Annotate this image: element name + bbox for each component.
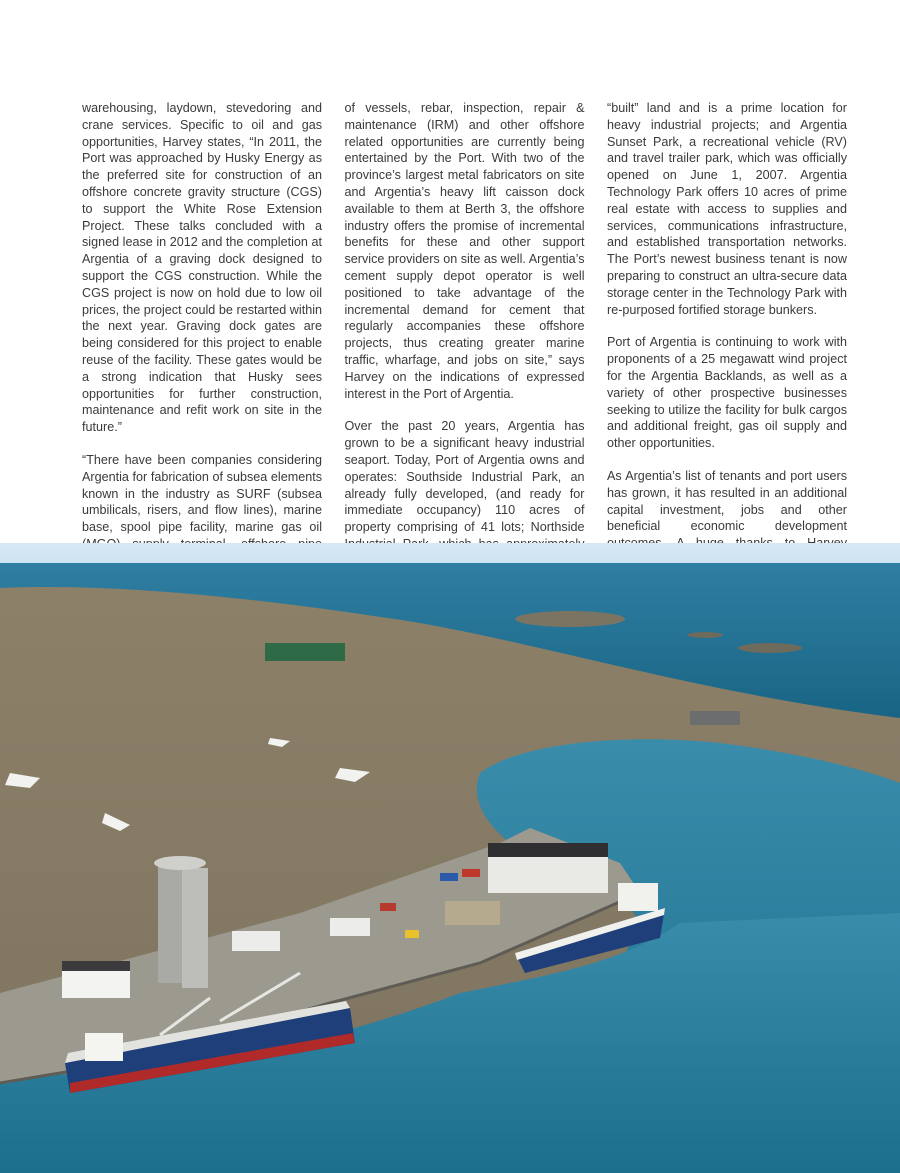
island [515,611,625,627]
white-trailer [330,918,370,936]
paragraph: “built” land and is a prime location for heavy industrial projects; and Argentia Sunset Park, a recreational vehicle (RV) and travel trailer park, which was officially opened on June 1, 2007. Argentia Technology Park offers 10 acres of prime real estate with access to supplies and services, communications infrastructure, and established transportation networks. The Port’s newest business tenant is now preparing to construct an ultra-secure data storage center in the Technology Park with re-purposed fortified storage bunkers. [607,101,847,317]
paragraph: “There have been companies considering Argentia for fabrication of subsea elements known in the industry as SURF (subsea umbilicals, risers, and flow lines), marine base, spool pipe facility, marine gas oil [82,452,322,535]
paragraph: of vessels, rebar, inspection, repair & maintenance (IRM) and other offshore related opportunities are currently being entertained by the Port. With two of the province’s largest metal fabricators on site and Argentia’s heavy lift caisson dock available to them at Berth 3, the offshore industry offers the promise of incremental benefits for these and other support service providers on site as well. Argentia’s cement supply depot operator is well positioned to take advantage of the incremental demand for cement that regularly accompanies these offshore projects, thus creating greater marine traffic, wharfage, and jobs on site,” says Harvey on the indications of expressed interest in the Port of Argentia. [344,101,585,401]
warehouse-roof [488,843,608,857]
white-building [62,968,130,998]
container [380,903,396,911]
paragraph: Port of Argentia is continuing to work with proponents of a 25 megawatt wind project for the Argentia Backlands, as well as a variety of other prospective businesses seeking to utilize the facility for bulk cargos and additional freight, gas oil supply and other opportunities. [607,335,847,451]
island [687,632,723,638]
article-column-2 [345,100,585,602]
ship-bridge [618,883,658,911]
shed [445,901,500,925]
building-distant [690,711,740,725]
warehouse-distant [265,643,345,661]
container [462,869,480,877]
article-column-3 [607,100,847,602]
white-trailer [232,931,280,951]
paragraph: warehousing, laydown, stevedoring and crane services. Specific to oil and gas opportunities, Harvey states, “In 2011, the Port was approached by Husky Energy as the preferred site for construction of an offshore concrete gravity structure (CGS) to support the White Rose Extension Project. These talks concluded with a signed lease in 2012 and the completion at Argentia of a graving dock designed to support the CGS construction. While the CGS project is now on hold due to low oil prices, the project could be restarted within the next year. Graving dock gates are being considered for this project to enable reuse of the facility. These gates would be a strong indication that Husky sees opportunities for further construction, maintenance and refit work on site in the future.” [82,101,322,435]
island [738,643,802,653]
aerial-port-photo [0,543,900,1173]
silo-top [154,856,206,870]
paragraph: As Argentia’s list of tenants and port users has grown, it has resulted in an additional capital investment, jobs and other beneficial economic development [607,468,847,534]
cement-silo [158,863,186,983]
warehouse-wharf [488,853,608,893]
article-columns [82,100,847,602]
roof [62,961,130,971]
container [440,873,458,881]
article-column-1 [82,100,322,602]
container [405,930,419,938]
paragraph: Over the past 20 years, Argentia has grown to be a significant heavy industrial seaport. Today, Port of Argentia owns and operates: Southside Industrial Park, an already fully developed, (and ready for immediate occupancy) 110 acres of property comprising of 41 lots; Northside [344,419,585,535]
cement-silo [182,868,208,988]
ship-bridge [85,1033,123,1061]
